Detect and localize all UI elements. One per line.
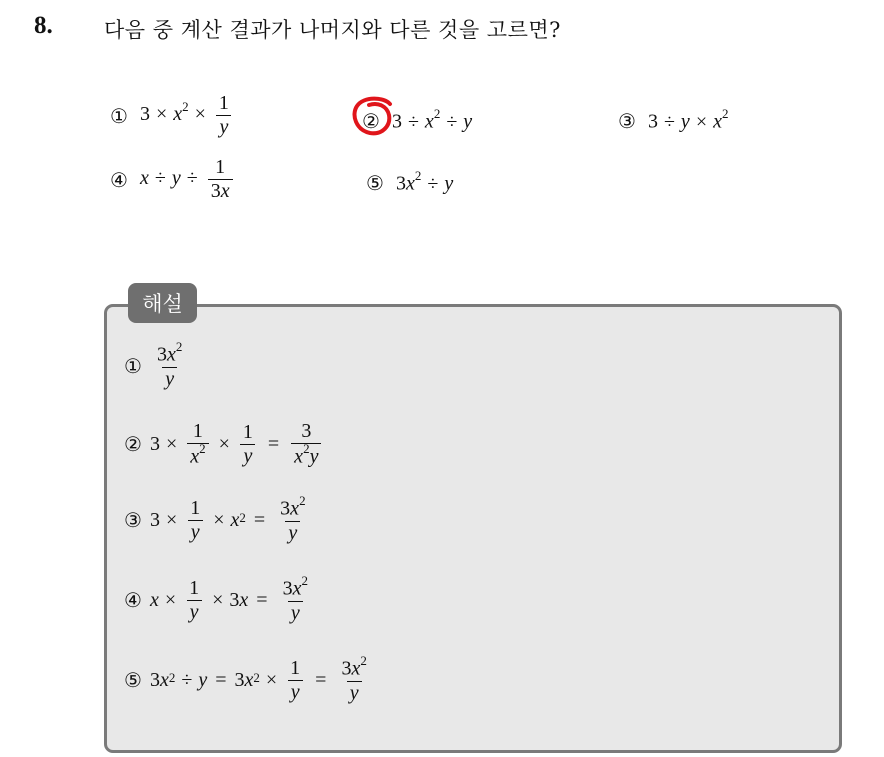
- solution-1-label: ①: [124, 354, 142, 379]
- choice-1-label: ①: [110, 103, 128, 128]
- solution-3-label: ③: [124, 508, 142, 533]
- choice-4-expression: x ÷ y ÷ $\frac{1}{3x}$: [140, 156, 237, 203]
- solution-5-label: ⑤: [124, 668, 142, 693]
- choice-4-label: ④: [110, 167, 128, 192]
- answer-circle-mark: [350, 94, 402, 138]
- choice-2-label: ②: [362, 108, 380, 133]
- solution-4-label: ④: [124, 588, 142, 613]
- solution-2-label: ②: [124, 432, 142, 457]
- question-number: 8.: [34, 12, 53, 39]
- question-text: 다음 중 계산 결과가 나머지와 다른 것을 고르면?: [104, 18, 561, 42]
- solution-5-expression: 3 x $^2$ ÷ y = 3 x $^2$ × $\frac{1}{y}$ = $\frac{3x^2}{y}$: [149, 653, 367, 704]
- solution-line-5: [124, 653, 374, 705]
- choice-2-expression: $3 \div x^2 \div y$: [391, 106, 473, 133]
- solution-2-expression: 3 × $\frac{1}{x^2}$ × $\frac{1}{y}$ = $\frac{3}{x^2y}$: [150, 420, 326, 469]
- choice-3-expression: $3 \div y \times x^2$: [647, 106, 729, 133]
- solution-1-expression: $\frac{3x^2}{y}$: [156, 339, 183, 390]
- solution-line-2: [124, 420, 325, 469]
- solution-tag: 해설: [128, 283, 197, 323]
- choice-3-label: ③: [618, 108, 636, 133]
- choice-1-expression: $3 \times x^2$ × $\frac{1}{y}$: [140, 92, 236, 139]
- choice-3[interactable]: [618, 108, 728, 134]
- solution-line-4: [124, 573, 315, 625]
- solution-line-1: [124, 339, 189, 391]
- solution-3-expression: 3 × $\frac{1}{y}$ × x $^2$ = $\frac{3x^2}{y}$: [149, 493, 306, 544]
- choice-5-label: ⑤: [366, 170, 384, 195]
- choice-5-expression: $3x^2 \div y$: [395, 168, 454, 195]
- choice-5[interactable]: [366, 170, 453, 196]
- solution-4-expression: x × $\frac{1}{y}$ × 3 x = $\frac{3x^2}{y}$: [149, 573, 308, 624]
- choice-1[interactable]: [110, 92, 236, 139]
- choice-4[interactable]: [110, 156, 237, 203]
- solution-line-3: [124, 493, 313, 545]
